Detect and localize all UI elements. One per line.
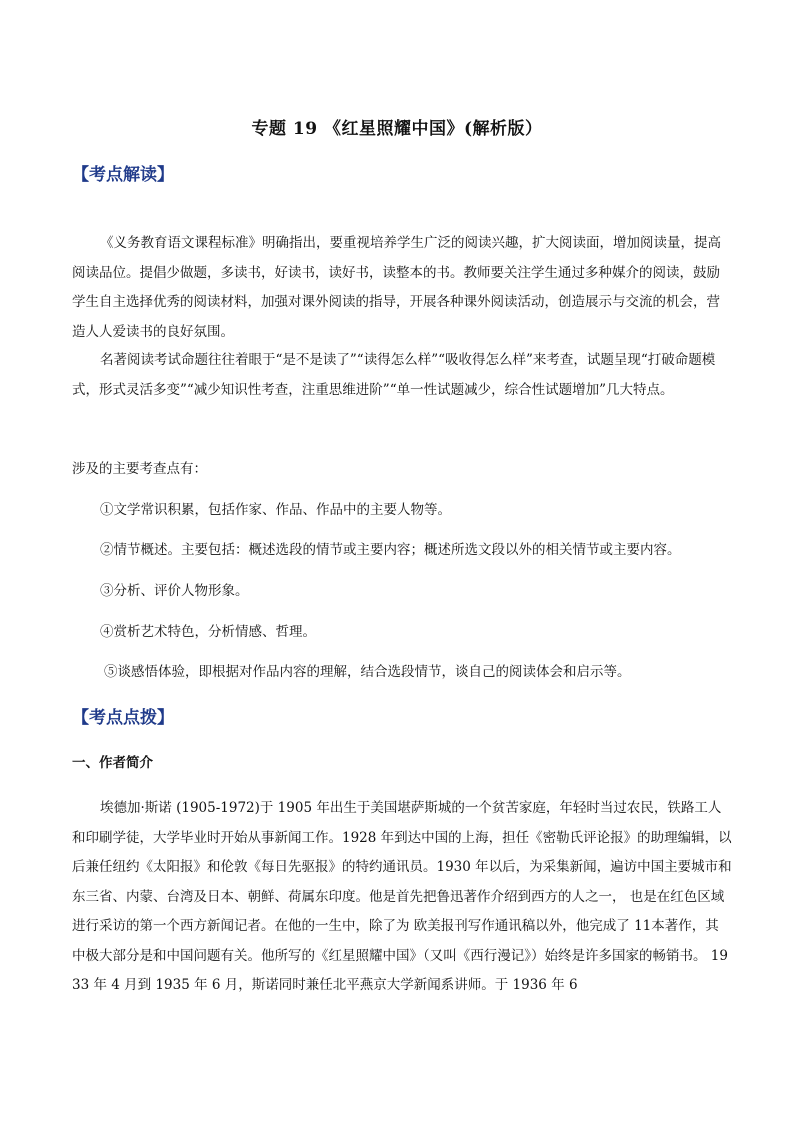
paragraph-exam-features: 名著阅读考试命题往往着眼于“是不是读了”“读得怎么样”“吸收得怎么样”来考查，试题呈现“打破命题模式，形式灵活多变”“减少知识性考查，注重思维进阶”“单一性试题减少，综合性试题增加”几大特点。 bbox=[72, 352, 716, 398]
point-item: ①文学常识积累，包括作家、作品、作品中的主要人物等。 bbox=[100, 502, 451, 518]
point-item: ②情节概述。主要包括：概述选段的情节或主要内容；概述所选文段以外的相关情节或主要内容。 bbox=[100, 542, 681, 558]
section-heading-key-points: 【考点解读】 bbox=[72, 165, 174, 185]
point-item: ③分析、评价人物形象。 bbox=[100, 583, 249, 599]
point-item: ④赏析艺术特色，分析情感、哲理。 bbox=[100, 624, 316, 640]
section-heading-guidance: 【考点点拨】 bbox=[72, 708, 174, 728]
paragraph-author-bio: 埃德加·斯诺 (1905-1972)于 1905 年出生于美国堪萨斯城的一个贫苦家庭，年轻时当过农民，铁路工人和印刷学徒，大学毕业时开始从事新闻工作。1928 年到达中国的上海，担任《密勒氏评论报》的助理编辑，以后兼任纽约《太阳报》和伦敦《每日先驱报》的特约通讯员。1930 年以后，为采集新闻，遍访中国主要城市和东三省、内蒙、台湾及日本、朝鲜、荷属东印度。他是首先把鲁迅著作介绍到西方的人之一， 也是在红色区域进行采访的第一个西方新闻记者。在他的一生中，除了为 欧美报刊写作通讯稿以外，他完成了 11本著作，其中极大部分是和中国问题有关。他所写的《红星照耀中国》（又叫《西行漫记》）始终是许多国家的畅销书。 1933 年 4 月到 1935 年 6 月，斯诺同时兼任北平燕京大学新闻系讲师。于 1936 年 6 bbox=[72, 800, 732, 993]
paragraph-curriculum-standard: 《义务教育语文课程标准》明确指出，要重视培养学生广泛的阅读兴趣，扩大阅读面，增加阅读量，提高阅读品位。提倡少做题，多读书，好读书，读好书，读整本的书。教师要关注学生通过多种媒介的阅读，鼓励学生自主选择优秀的阅读材料，加强对课外阅读的指导，开展各种课外阅读活动，创造展示与交流的机会，营造人人爱读书的良好氛围。 bbox=[72, 235, 721, 340]
subheading-author-intro: 一、作者简介 bbox=[72, 755, 153, 771]
page-title: 专题 19 《红星照耀中国》(解析版） bbox=[251, 119, 543, 139]
intro-line: 涉及的主要考查点有： bbox=[72, 461, 207, 477]
point-item: ⑤谈感悟体验，即根据对作品内容的理解，结合选段情节，谈自己的阅读体会和启示等。 bbox=[104, 664, 631, 680]
